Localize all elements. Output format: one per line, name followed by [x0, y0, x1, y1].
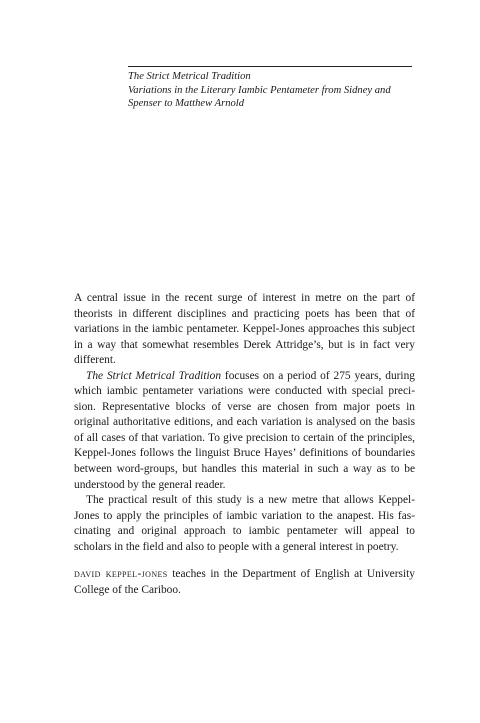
- book-subtitle-line-2: Spenser to Matthew Arnold: [128, 98, 245, 109]
- description-paragraph-2-text: focuses on a period of 275 years, during which iambic pentameter variations were conducted with special precision. Representative blocks of verse are chosen from major poets in original authoritative editions, and each variation is analysed on the basis of all cases of that variation. To give precision to certain of the principles, Keppel-Jones follows the linguist Bruce Hayes’ definitions of boundaries between word-groups, but handles this material in such a way as to be understood by the general reader.: [74, 369, 415, 491]
- author-bio: [74, 567, 415, 598]
- book-header: [128, 70, 418, 111]
- description-paragraph-2: [74, 369, 415, 493]
- description-paragraph-1: A central issue in the recent surge of interest in metre on the part of theorists in different disciplines and practicing poets has been that of variations in the iambic pentameter. Keppel-Jones approaches this subject in a way that somewhat resembles Derek Attridge’s, but is in fact very different.: [74, 292, 415, 367]
- header-rule: [128, 66, 412, 67]
- book-title: The Strict Metrical Tradition: [128, 71, 251, 82]
- author-name: david keppel-jones: [74, 568, 168, 581]
- description-paragraph-3: The practical result of this study is a new metre that allows Keppel-Jones to apply the principles of iambic variation to the anapest. His fascinating and original approach to iambic pentameter will appeal to scholars in the field and also to people with a general interest in poetry.: [74, 494, 415, 553]
- book-subtitle-line-1: Variations in the Literary Iambic Pentameter from Sidney and: [128, 84, 391, 96]
- author-bio-text: teaches in the Department of English at University College of the Cariboo.: [74, 568, 415, 596]
- description-body: [74, 291, 415, 598]
- inline-book-title: The Strict Metrical Tradition: [86, 369, 222, 382]
